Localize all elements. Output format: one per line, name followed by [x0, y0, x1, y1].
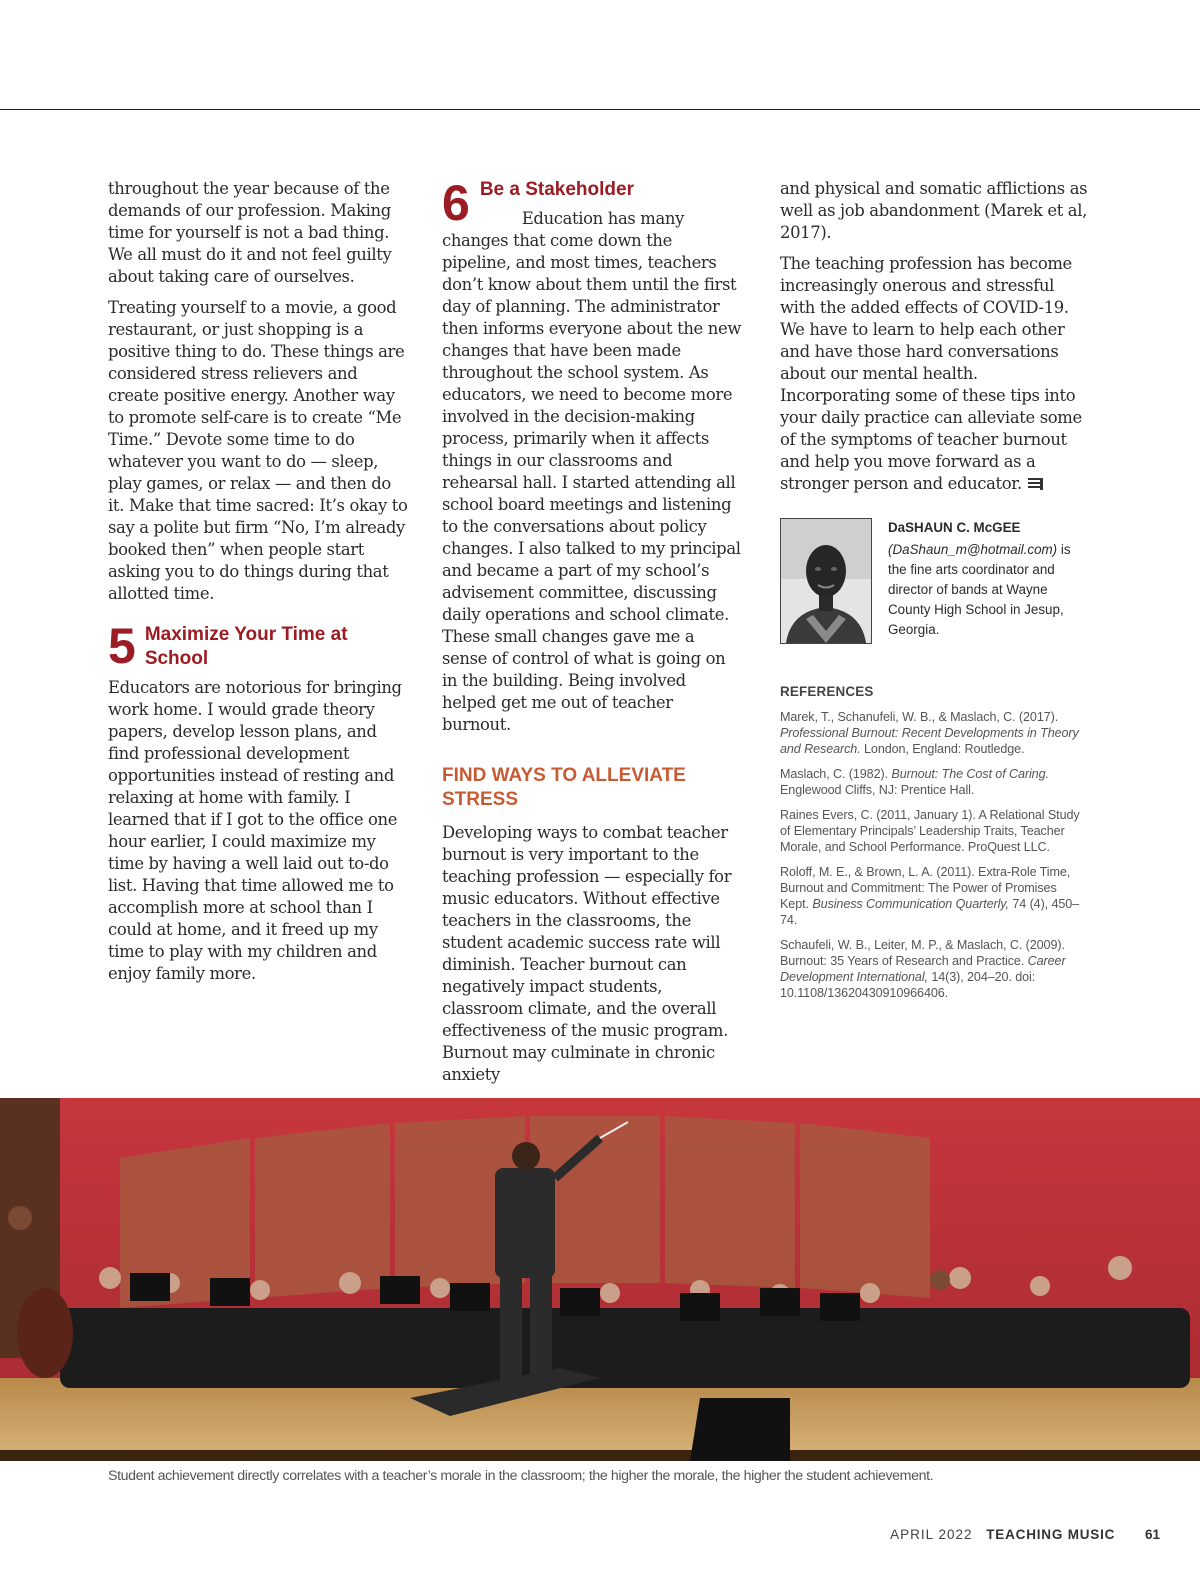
- band-performance-illustration: [0, 1098, 1200, 1461]
- body-paragraph: and physical and somatic afflictions as well as job abandonment (Marek et al, 2017).: [780, 179, 1088, 242]
- reference-item: [780, 864, 1080, 928]
- end-mark-icon: [1028, 478, 1043, 490]
- reference-item: [780, 807, 1080, 855]
- author-photo: [780, 518, 872, 644]
- body-paragraph: Educators are notorious for bringing work home. I would grade theory papers, develop lesson plans, and find professional development opportunities instead of resting and relaxing at home with family. I learned that if I got to the office one hour earlier, I could maximize my time by having a well laid out to-do list. Having that time allowed me to accomplish more at school than I could at home, and it freed up my time to play with my children and enjoy family more.: [108, 678, 402, 983]
- reference-text: Roloff, M. E., & Brown, L. A. (2011). Extra-Role Time, Burnout and Commitment: The Power of Promises Kept.: [780, 865, 1071, 911]
- body-paragraph: Education has many changes that come down the pipeline, and most times, teachers don’t know about them until the first day of planning. The administrator then informs everyone about the new changes that have been made throughout the school system. As educators, we need to become more involved in the decision-making process, primarily when it affects things in our classrooms and rehearsal hall. I started attending all school board meetings and listening to the conversations about policy changes. I also talked to my principal and became a part of my school’s advisement committee, discussing daily operations and school climate. These small changes gave me a sense of control of what is going on in the building. Being involved helped get me out of teacher burnout.: [442, 209, 742, 734]
- reference-text: Schaufeli, W. B., Leiter, M. P., & Maslach, C. (2009). Burnout: 35 Years of Research and Practice.: [780, 938, 1065, 968]
- author-email: (DaShaun_m@hotmail.com): [888, 542, 1058, 557]
- body-paragraph: [780, 253, 1090, 495]
- body-paragraph: Treating yourself to a movie, a good restaurant, or just shopping is a positive thing to do. These things are considered stress relievers and create positive energy. Another way to promote self-care is to create “Me Time.” Devote some time to do whatever you want to do — sleep, play games, or relax — and then do it. Make that time sacred: It’s okay to say a polite but firm “No, I’m already booked then” when people start asking you to do things during that allotted time.: [108, 298, 408, 603]
- section-number: 5: [108, 618, 136, 674]
- body-paragraph: Developing ways to combat teacher burnout is very important to the teaching profession — especially for music educators. Without effective teachers in the classrooms, the student academic success rate will diminish. Teacher burnout can negatively impact students, classroom climate, and the overall effectiveness of the music program. Burnout may culminate in chronic anxiety: [442, 823, 732, 1084]
- reference-text: Marek, T., Schanufeli, W. B., & Maslach, C. (2017).: [780, 710, 1059, 724]
- photo-caption: Student achievement directly correlates with a teacher’s morale in the classroom; the higher the morale, the higher the student achievement.: [108, 1468, 934, 1484]
- reference-item: [780, 937, 1080, 1001]
- reference-title: Business Communication Quarterly,: [812, 897, 1009, 911]
- reference-text: 14(3), 204–20. doi: 10.1108/13620430910966406.: [780, 970, 1036, 1000]
- section-5-heading: [108, 618, 408, 674]
- section-title: Be a Stakeholder: [479, 179, 634, 200]
- concert-band-photo: [0, 1098, 1200, 1461]
- author-bio: [780, 518, 1090, 644]
- references-title: REFERENCES: [780, 684, 874, 699]
- reference-text: London, England: Routledge.: [860, 742, 1025, 756]
- author-portrait-icon: [781, 519, 871, 643]
- issue-date: APRIL 2022: [890, 1527, 973, 1542]
- author-bio-text: [888, 518, 1088, 640]
- page-footer: [890, 1527, 1160, 1542]
- reference-title: Burnout: The Cost of Caring.: [891, 767, 1049, 781]
- reference-title: Professional Burnout: Recent Developments in Theory and Research.: [780, 726, 1079, 756]
- column-3: [780, 178, 1090, 504]
- section-heading: FIND WAYS TO ALLEVIATE STRESS: [442, 765, 686, 810]
- reference-text: Maslach, C. (1982).: [780, 767, 892, 781]
- header-rule: [0, 109, 1200, 110]
- reference-item: [780, 766, 1080, 798]
- body-text: The teaching profession has become increasingly onerous and stressful with the added effects of COVID-19. We have to learn to help each other and have those hard conversations about our mental health. Incorporating some of these tips into your daily practice can alleviate some of the symptoms of teacher burnout and help you move forward as a stronger person and educator.: [780, 254, 1082, 493]
- page-number: 61: [1144, 1527, 1160, 1542]
- reference-text: Raines Evers, C. (2011, January 1). A Relational Study of Elementary Principals’ Leadership Traits, Teacher Morale, and School Performance. ProQuest LLC.: [780, 808, 1080, 854]
- author-name: DaSHAUN C. McGEE: [888, 520, 1021, 535]
- reference-text: 74 (4), 450–74.: [780, 897, 1080, 927]
- reference-item: [780, 709, 1080, 757]
- column-1: [108, 178, 408, 994]
- section-title: Maximize Your Time at School: [144, 624, 348, 669]
- body-paragraph: throughout the year because of the demands of our profession. Making time for yourself is not a bad thing. We all must do it and not feel guilty about taking care of ourselves.: [108, 179, 392, 286]
- magazine-name: TEACHING MUSIC: [986, 1527, 1116, 1542]
- column-2: [442, 175, 742, 1095]
- section-number: 6: [442, 175, 470, 231]
- author-description: is the fine arts coordinator and director of bands at Wayne County High School in Jesup, Georgia.: [888, 542, 1071, 637]
- references: [780, 684, 1080, 1010]
- reference-text: Englewood Cliffs, NJ: Prentice Hall.: [780, 783, 975, 797]
- reference-title: Career Development International,: [780, 954, 1066, 984]
